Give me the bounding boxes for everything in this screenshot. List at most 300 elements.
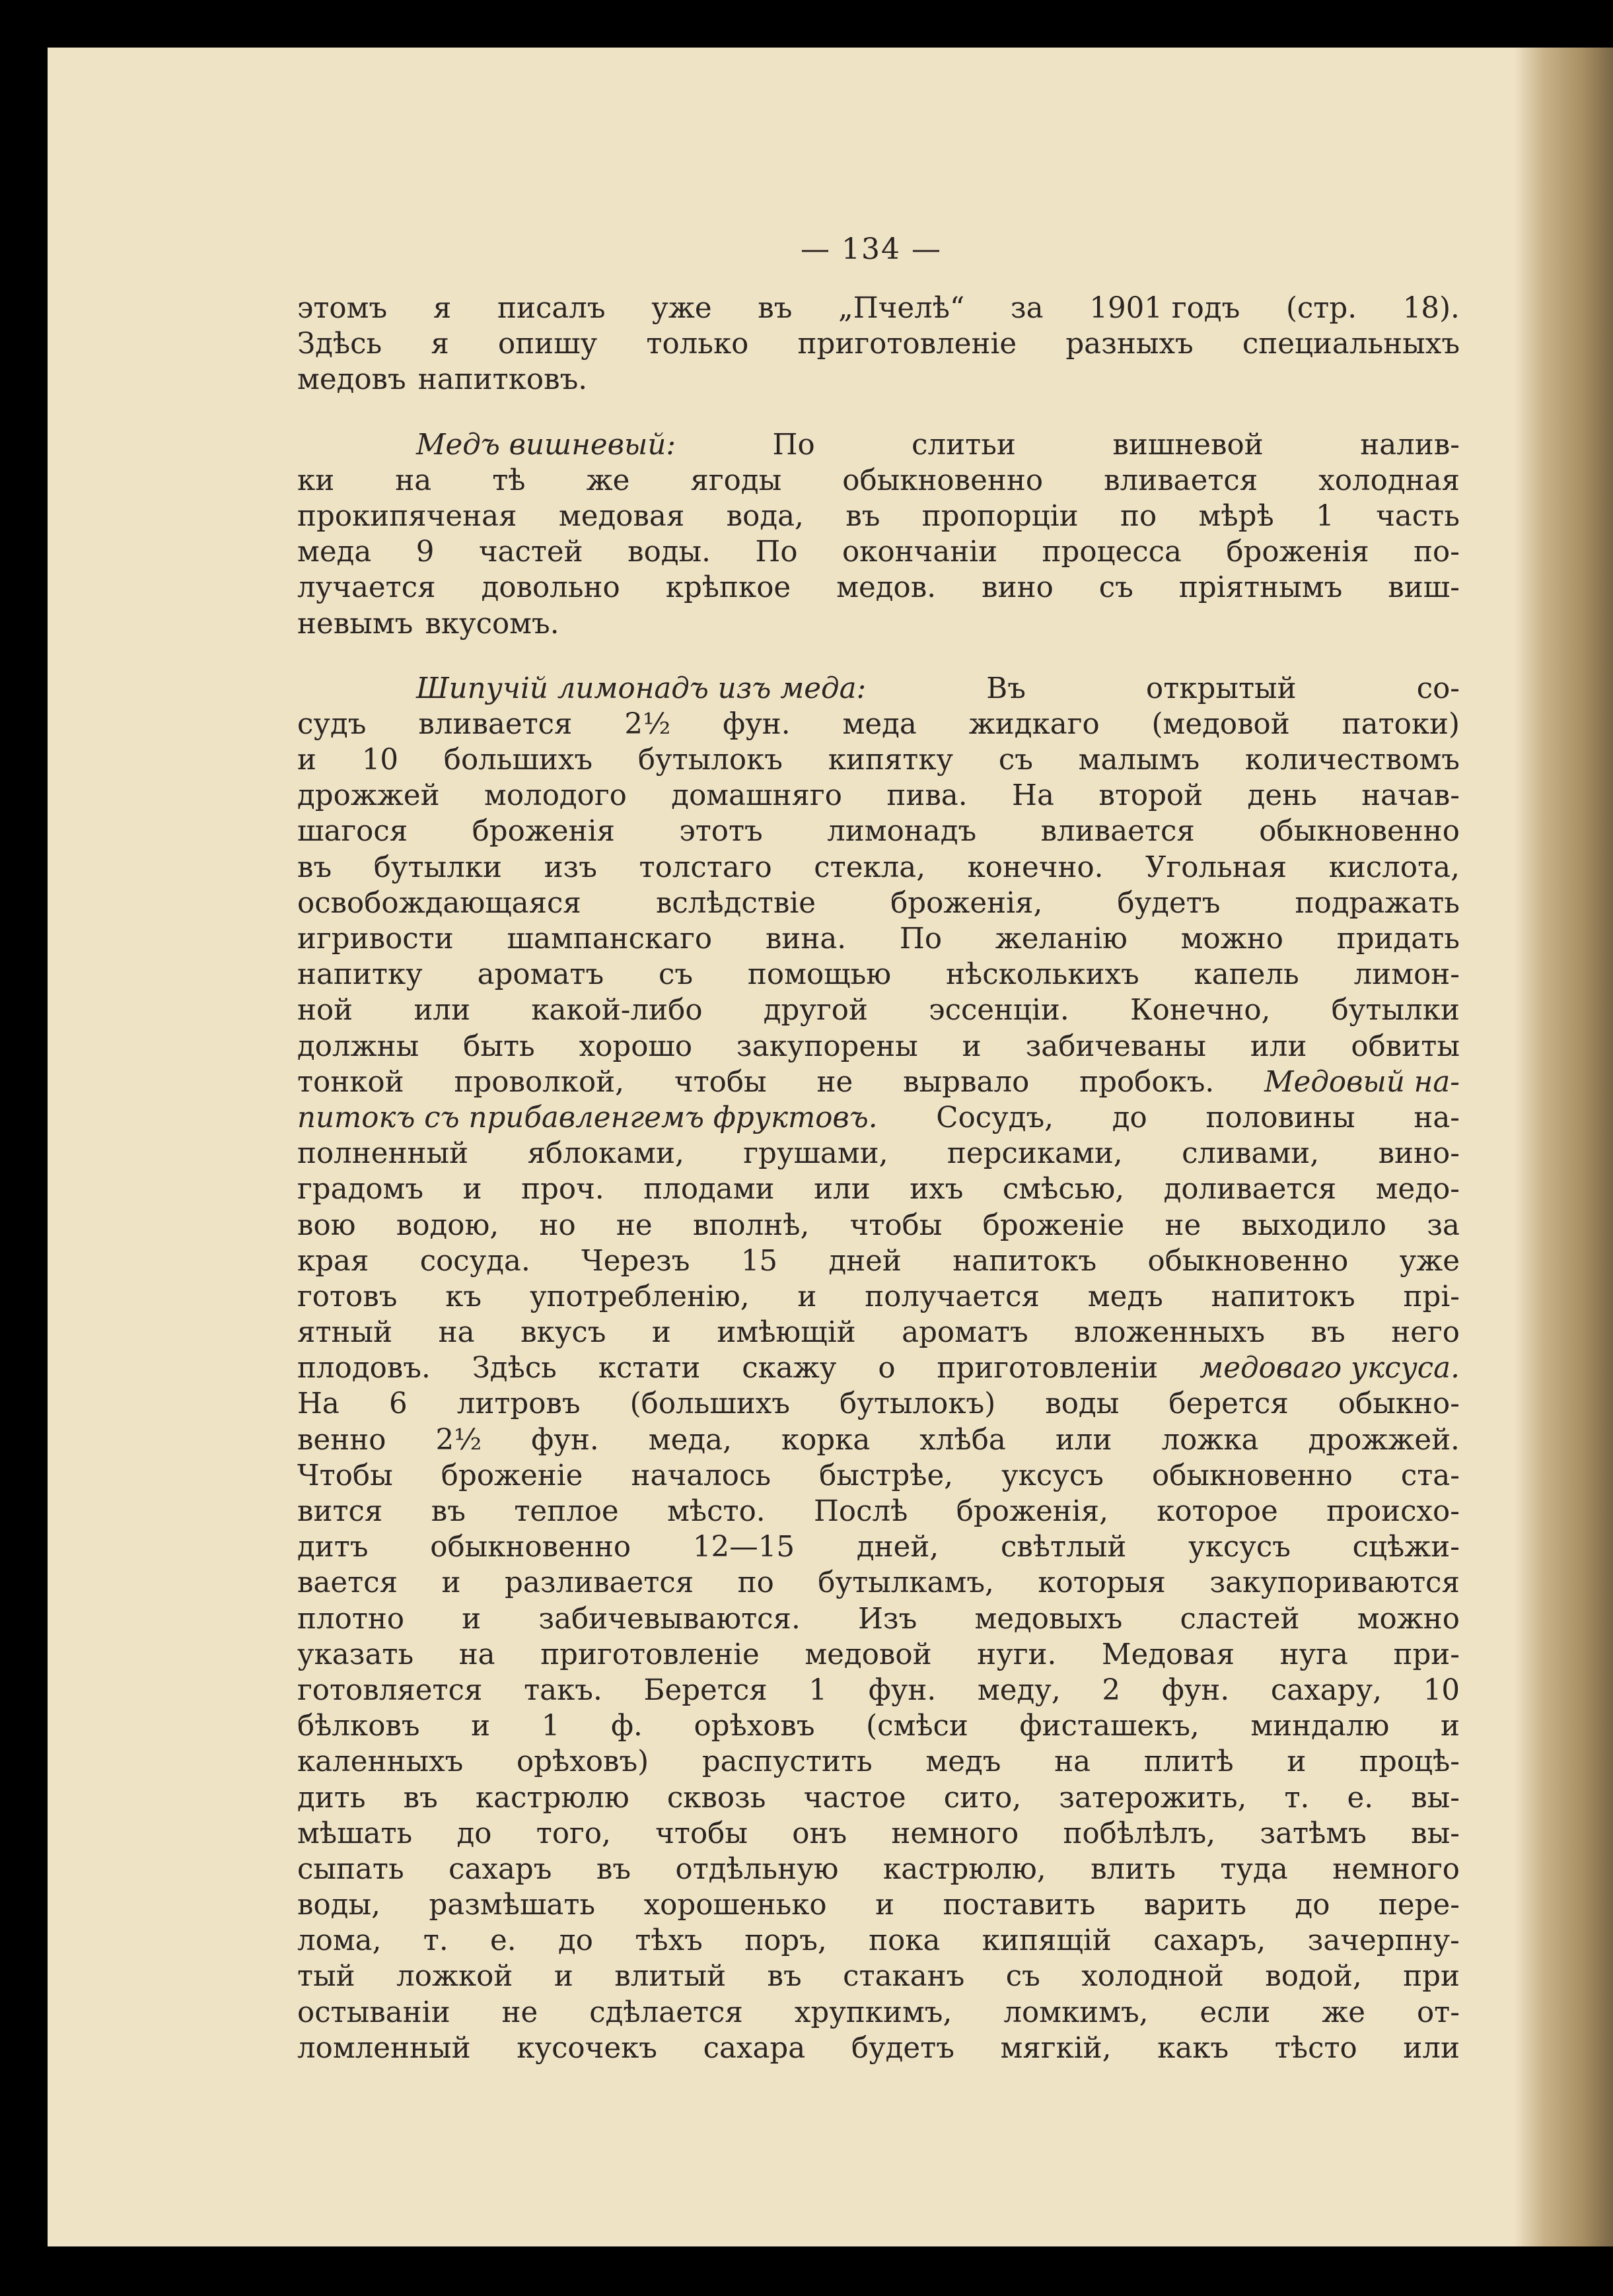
word: не [1165, 1208, 1201, 1242]
word: невымъ [297, 607, 413, 641]
word: бутылокъ) [840, 1387, 996, 1421]
text-line [297, 886, 1460, 921]
word: хрупкимъ, [794, 1996, 952, 2029]
word: затерожить, [1059, 1781, 1247, 1815]
word: не [816, 1065, 853, 1099]
word: сахару, [1270, 1673, 1382, 1707]
word: бутылкамъ, [818, 1566, 994, 1600]
word: „Пчелѣ“ [838, 292, 965, 325]
word: по- [1414, 536, 1460, 569]
word: по [737, 1566, 774, 1600]
word: дрожжей. [1308, 1423, 1460, 1457]
word: пробокъ. [1079, 1065, 1215, 1099]
word: разливается [504, 1566, 694, 1600]
word: сахаръ [448, 1852, 552, 1886]
word: лучается [297, 571, 436, 605]
text-line [297, 707, 1460, 742]
word: плотно [297, 1602, 405, 1636]
word: стаканъ [843, 1960, 965, 1994]
word: готовъ [297, 1280, 398, 1313]
word: поставить [943, 1889, 1096, 1922]
word: е. [490, 1924, 517, 1958]
word: размѣшать [429, 1889, 596, 1922]
word: съ [659, 958, 694, 992]
text-line [297, 1458, 1460, 1494]
word: приготовленіи [937, 1352, 1159, 1385]
word: Угольная [1145, 851, 1287, 884]
word: писалъ [497, 292, 606, 325]
word: въ [767, 1960, 802, 1994]
word: орѣховъ [694, 1710, 815, 1743]
word: т. [1284, 1781, 1310, 1815]
text-line [297, 1029, 1460, 1064]
word: если [1200, 1996, 1271, 2029]
word: сливами, [1182, 1137, 1320, 1171]
word: окончаніи [842, 536, 998, 569]
text-line [297, 671, 1460, 707]
word: Медовый на- [1264, 1065, 1460, 1099]
word: 12—15 [692, 1531, 795, 1564]
word: побѣлѣлъ, [1063, 1817, 1216, 1850]
word: вишневой [1112, 428, 1264, 462]
word: Черезъ [581, 1244, 690, 1278]
word: воды [1045, 1387, 1120, 1421]
word: виш- [1388, 571, 1460, 605]
word: сквозь [666, 1781, 766, 1815]
word: ягоды [690, 464, 782, 497]
word: ароматъ [902, 1316, 1028, 1350]
word: вложенныхъ [1074, 1316, 1266, 1350]
word: чтобы [655, 1817, 748, 1850]
word: ложка [1161, 1423, 1259, 1457]
word: кастрюлю, [883, 1852, 1046, 1886]
word: дитъ [297, 1531, 369, 1564]
word: ароматъ [477, 958, 604, 992]
word: другой [763, 994, 868, 1027]
word: уже [651, 292, 712, 325]
text-line [297, 499, 1460, 534]
word: которое [1157, 1495, 1278, 1528]
word: которыя [1038, 1566, 1166, 1600]
text-line [297, 2031, 1460, 2066]
text-line [297, 992, 1460, 1028]
text-line [297, 1386, 1460, 1422]
word: полненный [297, 1137, 469, 1171]
word: берется [1168, 1387, 1289, 1421]
word: этотъ [679, 815, 763, 849]
word: частей [478, 536, 583, 569]
word: 1 [808, 1673, 828, 1707]
word: быстрѣе, [819, 1459, 954, 1492]
word: мѣсто. [667, 1495, 766, 1528]
word: судъ [297, 707, 367, 741]
word: варить [1143, 1889, 1246, 1922]
word: (медовой [1151, 707, 1290, 741]
text-line [297, 291, 1460, 326]
word: желанію [995, 922, 1128, 956]
word: или [814, 1173, 871, 1206]
word: плитѣ [1143, 1745, 1234, 1779]
text-line [297, 362, 1460, 398]
word: жидкаго [968, 707, 1100, 741]
word: вино- [1378, 1137, 1460, 1171]
word: шампанскаго [507, 922, 713, 956]
word: свѣтлый [1000, 1531, 1127, 1564]
word: Чтобы [297, 1459, 393, 1492]
word: распустить [701, 1745, 873, 1779]
word: я [431, 328, 449, 361]
word: хорошо [579, 1029, 693, 1063]
word: медъ [1087, 1280, 1163, 1313]
word: на [438, 1316, 475, 1350]
text-line [297, 1852, 1460, 1887]
word: указать [297, 1638, 414, 1671]
word: малымъ [1078, 744, 1200, 777]
word: фун. [723, 707, 791, 741]
word: 15 [740, 1244, 778, 1278]
text-line [297, 850, 1460, 886]
word: Здѣсь [297, 328, 382, 361]
word: онъ [792, 1817, 847, 1850]
text-line [297, 1637, 1460, 1673]
word: въ [758, 292, 793, 325]
text-line [297, 1100, 1460, 1136]
text-line [297, 1923, 1460, 1959]
word: по [1120, 499, 1157, 533]
word: выходило [1241, 1208, 1386, 1242]
word: скажу [742, 1352, 837, 1385]
text-line [297, 814, 1460, 849]
word: закупорены [736, 1029, 918, 1063]
word: корка [781, 1423, 871, 1457]
word: довольно [481, 571, 620, 605]
word: имѣющій [717, 1316, 856, 1350]
word: воды. [627, 536, 711, 569]
word: По [755, 536, 798, 569]
word: 2½ [435, 1423, 482, 1457]
word: обыкно- [1338, 1387, 1460, 1421]
word: вы- [1411, 1817, 1460, 1850]
text-line [297, 326, 1460, 362]
word: опишу [498, 328, 598, 361]
word: я [433, 292, 452, 325]
word: закупориваются [1209, 1566, 1460, 1600]
word: медов. [836, 571, 937, 605]
word: вливается [1104, 464, 1258, 497]
word: медовъ [297, 363, 406, 397]
word: плодовъ. [297, 1352, 431, 1385]
word: или [413, 994, 471, 1027]
text-line [297, 1673, 1460, 1708]
word: и [554, 1960, 573, 1994]
word: сластей [1180, 1602, 1300, 1636]
word: венно [297, 1423, 386, 1457]
word: влитый [614, 1960, 727, 1994]
word: дрожжей [297, 779, 440, 813]
word: только [646, 328, 749, 361]
word: кстати [598, 1352, 701, 1385]
word: вкусъ [520, 1316, 606, 1350]
word: забичеваны [1025, 1029, 1206, 1063]
word: на- [1414, 1101, 1460, 1134]
word: меда, [648, 1423, 732, 1457]
word: изъ [544, 851, 597, 884]
word: тѣсто [1274, 2031, 1357, 2065]
word: при [1403, 1960, 1460, 1994]
word: часть [1376, 499, 1460, 533]
word: фун. [868, 1673, 937, 1707]
word: дить [297, 1781, 366, 1815]
word: ки [297, 464, 335, 497]
word: меда [297, 536, 372, 569]
word: обыкновенно [1147, 1244, 1349, 1278]
word: вода, [726, 499, 804, 533]
word: капель [1194, 958, 1299, 992]
word: и [297, 744, 316, 777]
word: конечно. [967, 851, 1104, 884]
word: и [471, 1710, 491, 1743]
word: края [297, 1244, 369, 1278]
word: На [297, 1387, 340, 1421]
word: приготовленіе [540, 1638, 760, 1671]
word: медъ [925, 1745, 1001, 1779]
word: кусочекъ [517, 2031, 657, 2065]
word: такъ. [524, 1673, 602, 1707]
word: броженія, [890, 886, 1043, 920]
word: этомъ [297, 292, 388, 325]
word: смѣсью, [1002, 1173, 1125, 1206]
text-line [297, 1243, 1460, 1279]
word: немного [891, 1817, 1019, 1850]
text-line [297, 1279, 1460, 1315]
word: Медовая [1101, 1638, 1235, 1671]
word: вливается [1040, 815, 1195, 849]
word: патоки) [1342, 707, 1460, 741]
word: зачерпну- [1307, 1924, 1460, 1958]
word: вина. [765, 922, 847, 956]
word: ложкой [396, 1960, 513, 1994]
word: ной [297, 994, 353, 1027]
word: фун. [1161, 1673, 1230, 1707]
word: до [1112, 1101, 1147, 1134]
word: пере- [1378, 1889, 1460, 1922]
text-line [297, 1816, 1460, 1852]
word: остываніи [297, 1996, 450, 2029]
word: какъ [1157, 2031, 1229, 2065]
word: домашняго [671, 779, 842, 813]
word: персиками, [947, 1137, 1123, 1171]
word: (смѣси [866, 1710, 968, 1743]
word: Здѣсь [472, 1352, 557, 1385]
word: пріятнымъ [1178, 571, 1343, 605]
word: ломкимъ, [1003, 1996, 1149, 2029]
word: литровъ [456, 1387, 581, 1421]
text-line [297, 1780, 1460, 1816]
word: готовляется [297, 1673, 483, 1707]
text-line [297, 606, 1460, 642]
word: или [1403, 2031, 1460, 2065]
word: вится [297, 1495, 383, 1528]
word: на [395, 464, 432, 497]
word: вырвало [903, 1065, 1030, 1099]
word: Медъ вишневый: [416, 428, 676, 462]
word: (стр. [1285, 292, 1357, 325]
book-spine-shadow [1514, 48, 1613, 2246]
word: будетъ [851, 2031, 954, 2065]
word: тонкой [297, 1065, 404, 1099]
word: 18). [1402, 292, 1460, 325]
word: проч. [521, 1173, 604, 1206]
word: (большихъ [629, 1387, 790, 1421]
word: напитковъ. [417, 363, 588, 397]
word: до [456, 1817, 492, 1850]
word: съ [1098, 571, 1133, 605]
word: По [772, 428, 815, 462]
word: питокъ съ прибавленгемъ фруктовъ. [297, 1101, 878, 1134]
word: 10 [361, 744, 399, 777]
word: освобождающаяся [297, 886, 581, 920]
text-line [297, 1708, 1460, 1744]
word: придать [1336, 922, 1460, 956]
word: броженіе [441, 1459, 583, 1492]
word: немного [1332, 1852, 1460, 1886]
word: водой, [1265, 1960, 1362, 1994]
word: 1 [541, 1710, 560, 1743]
word: пропорціи [921, 499, 1079, 533]
word: миндалю [1250, 1710, 1390, 1743]
word: плодами [643, 1173, 775, 1206]
word: въ [1310, 1316, 1345, 1350]
word: хорошенько [643, 1889, 827, 1922]
word: и [797, 1280, 817, 1313]
word: На [1012, 779, 1054, 813]
word: и [651, 1316, 671, 1350]
word: за [1427, 1208, 1460, 1242]
word: бутылки [373, 851, 503, 884]
word: обыкновенно [430, 1531, 631, 1564]
word: должны [297, 1029, 419, 1063]
word: мягкій, [1000, 2031, 1112, 2065]
word: 1901 годъ [1089, 292, 1240, 325]
word: воды, [297, 1889, 380, 1922]
word: от- [1416, 1996, 1460, 2029]
word: тѣ [492, 464, 526, 497]
word: ломленный [297, 2031, 471, 2065]
word: въ [297, 851, 332, 884]
word: до [1295, 1889, 1330, 1922]
word: чтобы [849, 1208, 943, 1242]
word: Сосудъ, [936, 1101, 1054, 1134]
word: 10 [1423, 1673, 1460, 1707]
word: тѣхъ [635, 1924, 703, 1958]
text-line [297, 1565, 1460, 1601]
word: Шипучій лимонадъ изъ меда: [416, 672, 867, 705]
word: Въ [986, 672, 1026, 705]
word: вполнѣ, [692, 1208, 810, 1242]
word: въ [596, 1852, 631, 1886]
word: какой-либо [531, 994, 703, 1027]
text-line [297, 1529, 1460, 1565]
word: Изъ [857, 1602, 917, 1636]
word: подражать [1295, 886, 1460, 920]
word: кислота, [1328, 851, 1460, 884]
word: холодная [1318, 464, 1460, 497]
word: и [962, 1029, 982, 1063]
text-line [297, 1995, 1460, 2031]
word: обвиты [1351, 1029, 1460, 1063]
word: начав- [1361, 779, 1460, 813]
word: частое [803, 1781, 906, 1815]
word: 1 [1316, 499, 1334, 533]
word: нѣсколькихъ [946, 958, 1139, 992]
word: кастрюлю [475, 1781, 629, 1815]
word: второй [1098, 779, 1203, 813]
word: влить [1091, 1852, 1176, 1886]
word: прі- [1403, 1280, 1460, 1313]
word: въ [845, 499, 880, 533]
word: кипятку [828, 744, 954, 777]
text-line [297, 957, 1460, 992]
word: вы- [1411, 1781, 1460, 1815]
word: По [899, 922, 943, 956]
text-line [297, 921, 1460, 957]
word: туда [1220, 1852, 1288, 1886]
word: слитьи [912, 428, 1016, 462]
word: молодого [484, 779, 627, 813]
word: же [1322, 1996, 1365, 2029]
word: напитокъ [952, 1244, 1097, 1278]
text-line [297, 570, 1460, 606]
word: обыкновенно [1151, 1459, 1353, 1492]
word: сыпать [297, 1852, 404, 1886]
word: лимон- [1353, 958, 1460, 992]
word: и [462, 1602, 482, 1636]
word: того, [536, 1817, 611, 1850]
word: тый [297, 1960, 355, 1994]
word: т. [423, 1924, 448, 1958]
word: употребленію, [529, 1280, 750, 1313]
word: со- [1416, 672, 1460, 705]
word: и [462, 1173, 482, 1206]
text-line [297, 1422, 1460, 1458]
word: сцѣжи- [1352, 1531, 1460, 1564]
word: при- [1393, 1638, 1460, 1671]
word: меда [842, 707, 917, 741]
word: медо- [1375, 1173, 1460, 1206]
word: ятный [297, 1316, 393, 1350]
word: сито, [943, 1781, 1022, 1815]
word: дней [828, 1244, 902, 1278]
word: вкусомъ. [425, 607, 559, 641]
word: къ [445, 1280, 482, 1313]
word: 9 [415, 536, 435, 569]
word: медоваго уксуса. [1200, 1352, 1460, 1385]
word: до [557, 1924, 593, 1958]
word: не [616, 1208, 653, 1242]
word: прокипяченая [297, 499, 517, 533]
word: меду, [977, 1673, 1061, 1707]
word: затѣмъ [1260, 1817, 1367, 1850]
word: каленныхъ [297, 1745, 464, 1779]
word: крѣпкое [665, 571, 791, 605]
word: хлѣба [919, 1423, 1006, 1457]
word: пока [869, 1924, 941, 1958]
word: бутылки [1331, 994, 1460, 1027]
word: холодной [1081, 1960, 1224, 1994]
word: теплое [514, 1495, 619, 1528]
text-line [297, 1064, 1460, 1100]
word: ста- [1400, 1459, 1460, 1492]
